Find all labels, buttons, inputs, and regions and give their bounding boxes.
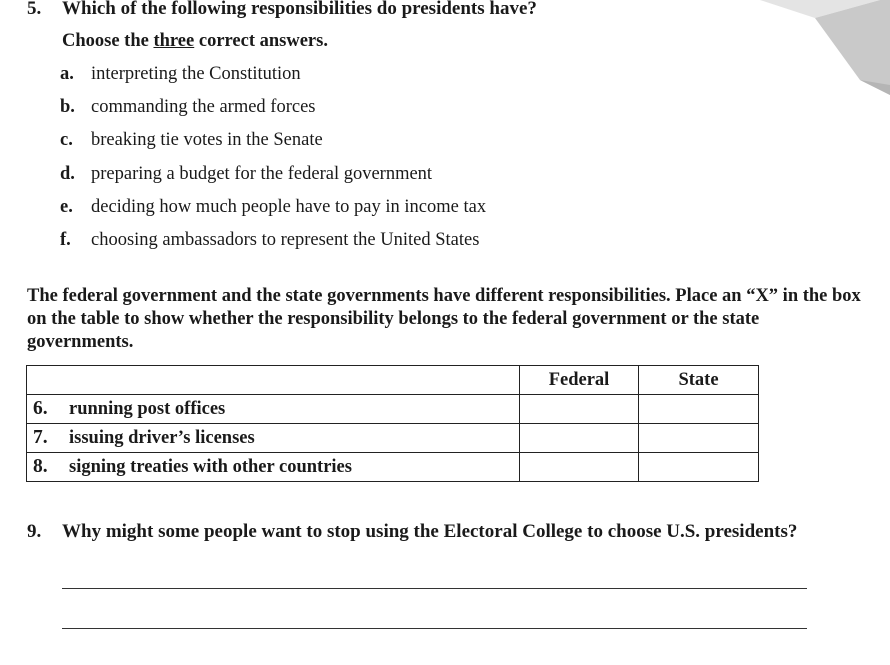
federal-checkbox-cell[interactable]	[520, 395, 639, 424]
option-text: interpreting the Constitution	[91, 64, 301, 84]
answer-options-list	[60, 64, 486, 263]
corner-decoration	[760, 0, 890, 95]
option-text: deciding how much people have to pay in income tax	[91, 196, 487, 217]
answer-option-d[interactable]	[60, 164, 486, 197]
question-9-text: Why might some people want to stop using the Electoral College to choose U.S. presidents?	[62, 521, 798, 542]
instruction-suffix: correct answers.	[194, 31, 328, 51]
option-letter: d.	[60, 163, 75, 184]
row-number: 8.	[33, 456, 48, 477]
federal-checkbox-cell[interactable]	[520, 453, 639, 482]
option-text: choosing ambassadors to represent the United States	[91, 229, 480, 250]
question-9-number: 9.	[27, 521, 42, 542]
instruction-prefix: Choose the	[62, 31, 154, 51]
row-label	[27, 395, 520, 424]
federal-checkbox-cell[interactable]	[520, 424, 639, 453]
responsibility-table	[26, 365, 759, 482]
question-5-instruction	[62, 31, 328, 52]
answer-option-f[interactable]	[60, 230, 486, 263]
row-text: issuing driver’s licenses	[69, 428, 255, 448]
table-row-6	[27, 395, 759, 424]
answer-option-c[interactable]	[60, 130, 486, 163]
question-5-text: Which of the following responsibilities do presidents have?	[62, 0, 537, 19]
table-row-8	[27, 453, 759, 482]
row-label	[27, 453, 520, 482]
instruction-underlined-count: three	[153, 31, 195, 51]
row-number: 6.	[33, 398, 48, 419]
option-text: breaking tie votes in the Senate	[91, 130, 323, 151]
answer-option-e[interactable]	[60, 197, 486, 230]
question-5-number: 5.	[27, 0, 42, 19]
option-letter: e.	[60, 196, 73, 217]
header-state: State	[639, 366, 759, 395]
option-letter: a.	[60, 64, 74, 84]
row-label	[27, 424, 520, 453]
answer-option-b[interactable]	[60, 97, 486, 130]
answer-option-a[interactable]	[60, 64, 486, 97]
row-number: 7.	[33, 427, 48, 448]
option-letter: c.	[60, 130, 73, 151]
header-federal: Federal	[520, 366, 639, 395]
option-letter: b.	[60, 97, 75, 118]
row-text: running post offices	[69, 399, 226, 419]
state-checkbox-cell[interactable]	[639, 424, 759, 453]
answer-line-2[interactable]	[62, 628, 807, 629]
row-text: signing treaties with other countries	[69, 457, 352, 477]
table-header-row	[27, 366, 759, 395]
state-checkbox-cell[interactable]	[639, 395, 759, 424]
table-row-7	[27, 424, 759, 453]
option-letter: f.	[60, 229, 71, 250]
table-instructions: The federal government and the state governments have different responsibilities. Place an “X” in the box on the table to show whether the responsibility belongs to the federal government or the state governments.	[27, 286, 861, 352]
state-checkbox-cell[interactable]	[639, 453, 759, 482]
option-text: commanding the armed forces	[91, 97, 316, 118]
header-blank-cell	[27, 366, 520, 395]
answer-line-1[interactable]	[62, 588, 807, 589]
option-text: preparing a budget for the federal government	[91, 163, 433, 184]
